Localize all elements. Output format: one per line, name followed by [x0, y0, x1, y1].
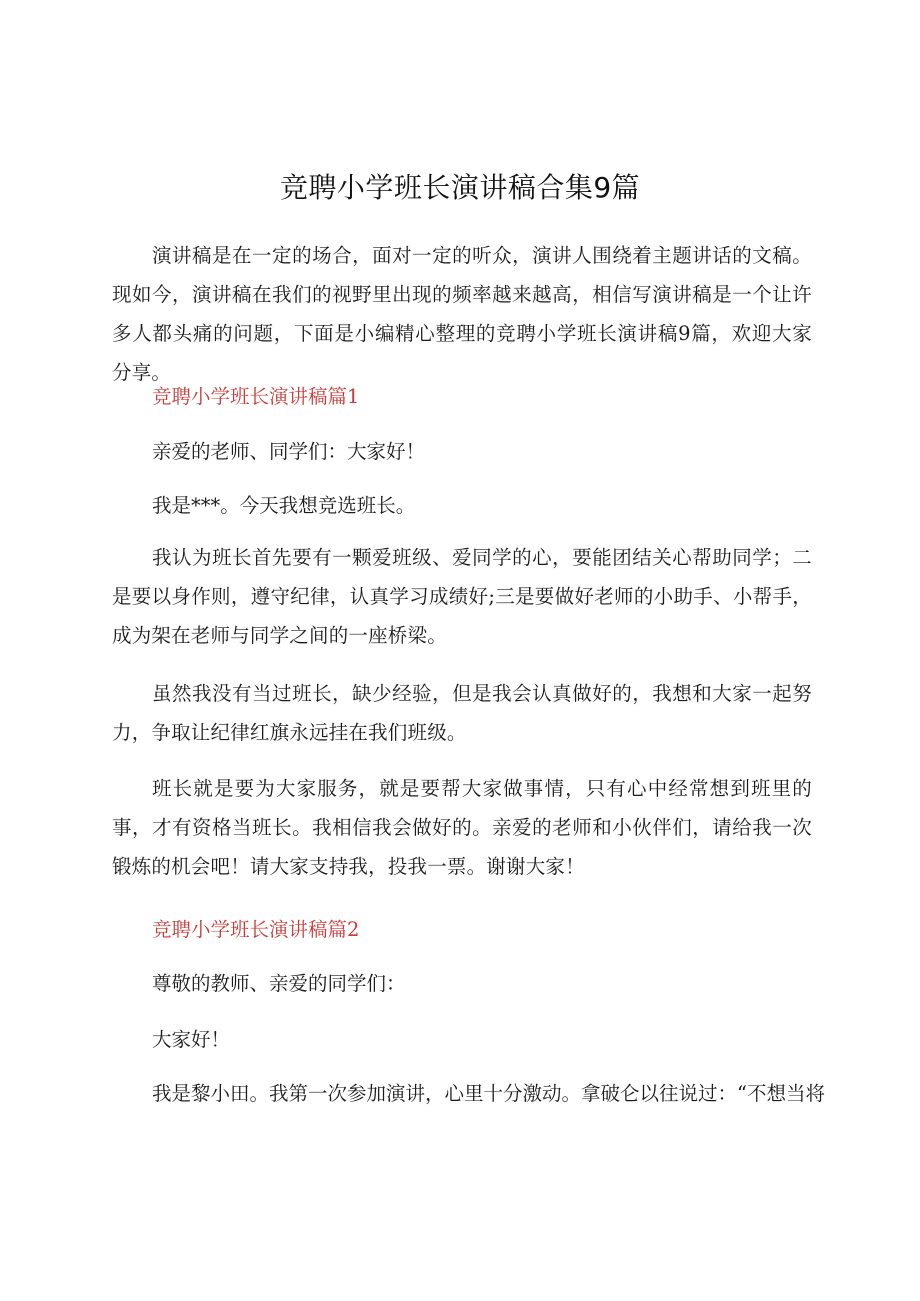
section-1-paragraph: 我认为班长首先要有一颗爱班级、爱同学的心，要能团结关心帮助同学；二是要以身作则，遵守纪律，认真学习成绩好;三是要做好老师的小助手、小帮手，成为架在老师与同学之间的一座桥梁。	[112, 546, 812, 647]
section-1-paragraph: 班长就是要为大家服务，就是要帮大家做事情，只有心中经常想到班里的事，才有资格当班长。我相信我会做好的。亲爱的老师和小伙伴们，请给我一次锻炼的机会吧！请大家支持我，投我一票。谢谢大家！	[112, 777, 812, 878]
section-1-heading: 竞聘小学班长演讲稿篇1	[152, 385, 360, 408]
section-2-salutation: 尊敬的教师、亲爱的同学们：	[152, 972, 406, 995]
section-1-intro-line: 我是***。今天我想竞选班长。	[152, 494, 416, 517]
intro-paragraph: 演讲稿是在一定的场合，面对一定的听众，演讲人围绕着主题讲话的文稿。现如今，演讲稿在我们的视野里出现的频率越来越高，相信写演讲稿是一个让许多人都头痛的问题，下面是小编精心整理的竞聘小学班长演讲稿9篇，欢迎大家分享。	[112, 244, 812, 384]
section-1-paragraph: 虽然我没有当过班长，缺少经验，但是我会认真做好的，我想和大家一起努力，争取让纪律红旗永远挂在我们班级。	[112, 682, 812, 744]
section-1-greeting: 亲爱的老师、同学们：大家好！	[152, 440, 426, 463]
section-2-heading: 竞聘小学班长演讲稿篇2	[152, 918, 360, 941]
section-2-paragraph: 我是黎小田。我第一次参加演讲，心里十分激动。拿破仑以往说过：“不想当将	[152, 1082, 825, 1105]
document-title: 竞聘小学班长演讲稿合集9篇	[279, 171, 641, 204]
section-2-greeting: 大家好！	[152, 1028, 231, 1051]
